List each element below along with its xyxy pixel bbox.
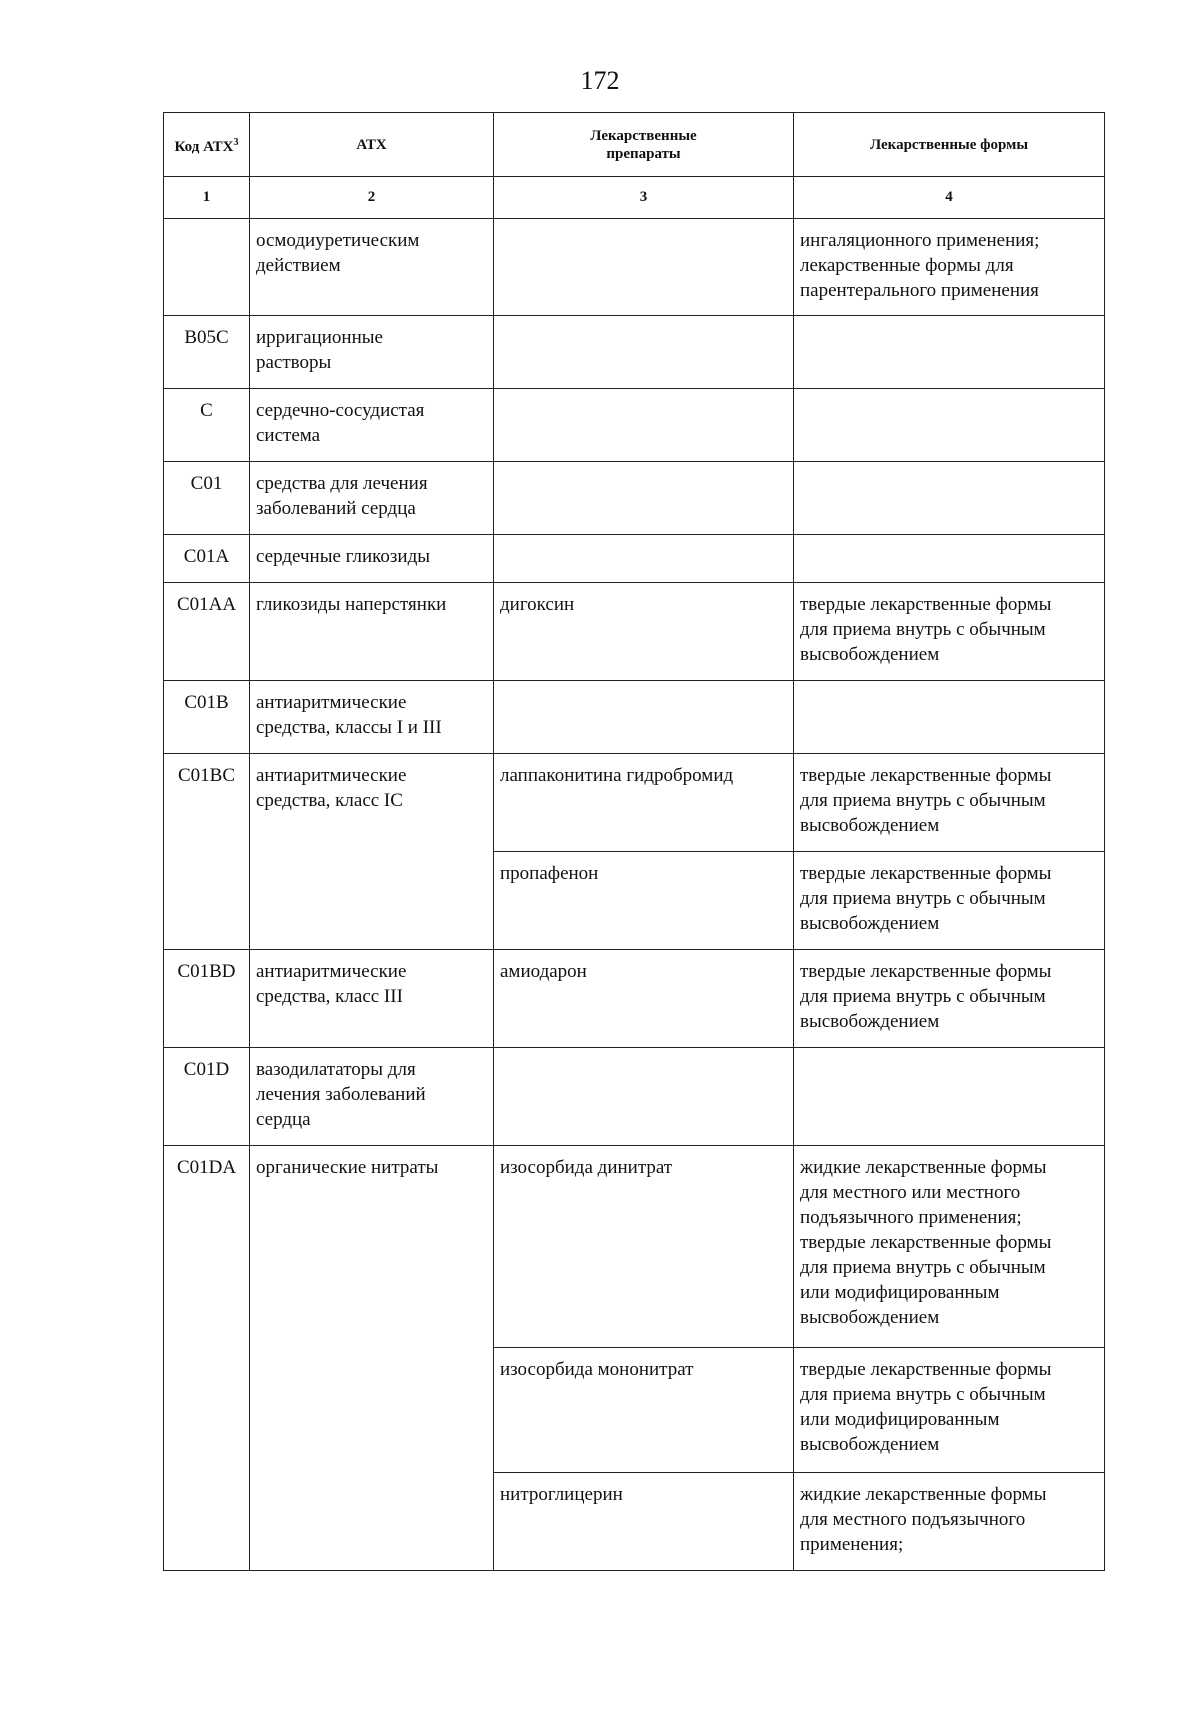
drug-cell: изосорбида динитрат xyxy=(494,1146,794,1348)
atx-code-cell: C01B xyxy=(164,681,250,754)
atx-code-cell: C01BD xyxy=(164,950,250,1048)
atx-name-cell: антиаритмические средства, класс IC xyxy=(250,754,494,950)
drug-cell: лаппаконитина гидробромид xyxy=(494,754,794,852)
drug-cell xyxy=(494,219,794,316)
dosage-form-cell: твердые лекарственные формы для приема внутрь с обычным высвобождением xyxy=(794,852,1105,950)
atx-code-cell: C01AA xyxy=(164,583,250,681)
table-row xyxy=(164,316,1105,389)
table-row xyxy=(164,681,1105,754)
atx-code-cell: B05C xyxy=(164,316,250,389)
table-row xyxy=(164,950,1105,1048)
header-row xyxy=(164,113,1105,177)
drug-cell: пропафенон xyxy=(494,852,794,950)
dosage-form-cell xyxy=(794,462,1105,535)
atx-code-cell xyxy=(164,219,250,316)
table-row xyxy=(164,583,1105,681)
atx-name-cell: антиаритмические средства, класс III xyxy=(250,950,494,1048)
atx-name-cell: вазодилататоры для лечения заболеваний сердца xyxy=(250,1048,494,1146)
drug-cell xyxy=(494,535,794,583)
drug-cell: нитроглицерин xyxy=(494,1473,794,1571)
column-number: 3 xyxy=(494,177,794,219)
atx-code-cell: C01BC xyxy=(164,754,250,950)
table-row xyxy=(164,462,1105,535)
atx-code-cell: C01 xyxy=(164,462,250,535)
header-code: Код АТХ$^3$ xyxy=(164,113,250,177)
atx-name-cell: сердечно-сосудистая система xyxy=(250,389,494,462)
dosage-form-cell xyxy=(794,535,1105,583)
header-drugs: Лекарственные препараты xyxy=(494,113,794,177)
atx-name-cell: антиаритмические средства, классы I и III xyxy=(250,681,494,754)
atx-table xyxy=(163,112,1105,1571)
dosage-form-cell xyxy=(794,316,1105,389)
column-number: 2 xyxy=(250,177,494,219)
dosage-form-cell: твердые лекарственные формы для приема внутрь с обычным высвобождением xyxy=(794,950,1105,1048)
drug-cell xyxy=(494,389,794,462)
table-row xyxy=(164,219,1105,316)
atx-name-cell: ирригационные растворы xyxy=(250,316,494,389)
atx-code-cell: C01D xyxy=(164,1048,250,1146)
drug-cell xyxy=(494,1048,794,1146)
dosage-form-cell: жидкие лекарственные формы для местного или местного подъязычного применения; твердые лекарственные формы для приема внутрь с обычным или модифицированным высвобождением xyxy=(794,1146,1105,1348)
table-row xyxy=(164,535,1105,583)
drug-cell: дигоксин xyxy=(494,583,794,681)
dosage-form-cell: жидкие лекарственные формы для местного подъязычного применения; xyxy=(794,1473,1105,1571)
table-row xyxy=(164,1146,1105,1348)
dosage-form-cell: твердые лекарственные формы для приема внутрь с обычным высвобождением xyxy=(794,583,1105,681)
column-number-row xyxy=(164,177,1105,219)
column-number: 1 xyxy=(164,177,250,219)
drug-cell xyxy=(494,316,794,389)
table-row xyxy=(164,754,1105,852)
atx-name-cell: осмодиуретическим действием xyxy=(250,219,494,316)
atx-name-cell: органические нитраты xyxy=(250,1146,494,1571)
column-number: 4 xyxy=(794,177,1105,219)
drug-cell: изосорбида мононитрат xyxy=(494,1348,794,1473)
atx-name-cell: гликозиды наперстянки xyxy=(250,583,494,681)
header-forms: Лекарственные формы xyxy=(794,113,1105,177)
drug-cell xyxy=(494,462,794,535)
dosage-form-cell: твердые лекарственные формы для приема внутрь с обычным или модифицированным высвобождением xyxy=(794,1348,1105,1473)
atx-name-cell: средства для лечения заболеваний сердца xyxy=(250,462,494,535)
drug-cell: амиодарон xyxy=(494,950,794,1048)
drug-cell xyxy=(494,681,794,754)
atx-code-cell: C01A xyxy=(164,535,250,583)
dosage-form-cell: ингаляционного применения; лекарственные формы для парентерального применения xyxy=(794,219,1105,316)
page-number: 172 xyxy=(580,66,620,95)
dosage-form-cell xyxy=(794,389,1105,462)
table-row xyxy=(164,1048,1105,1146)
dosage-form-cell: твердые лекарственные формы для приема внутрь с обычным высвобождением xyxy=(794,754,1105,852)
atx-code-cell: C01DA xyxy=(164,1146,250,1571)
header-atx: АТХ xyxy=(250,113,494,177)
dosage-form-cell xyxy=(794,681,1105,754)
table-row xyxy=(164,389,1105,462)
atx-name-cell: сердечные гликозиды xyxy=(250,535,494,583)
dosage-form-cell xyxy=(794,1048,1105,1146)
atx-code-cell: C xyxy=(164,389,250,462)
